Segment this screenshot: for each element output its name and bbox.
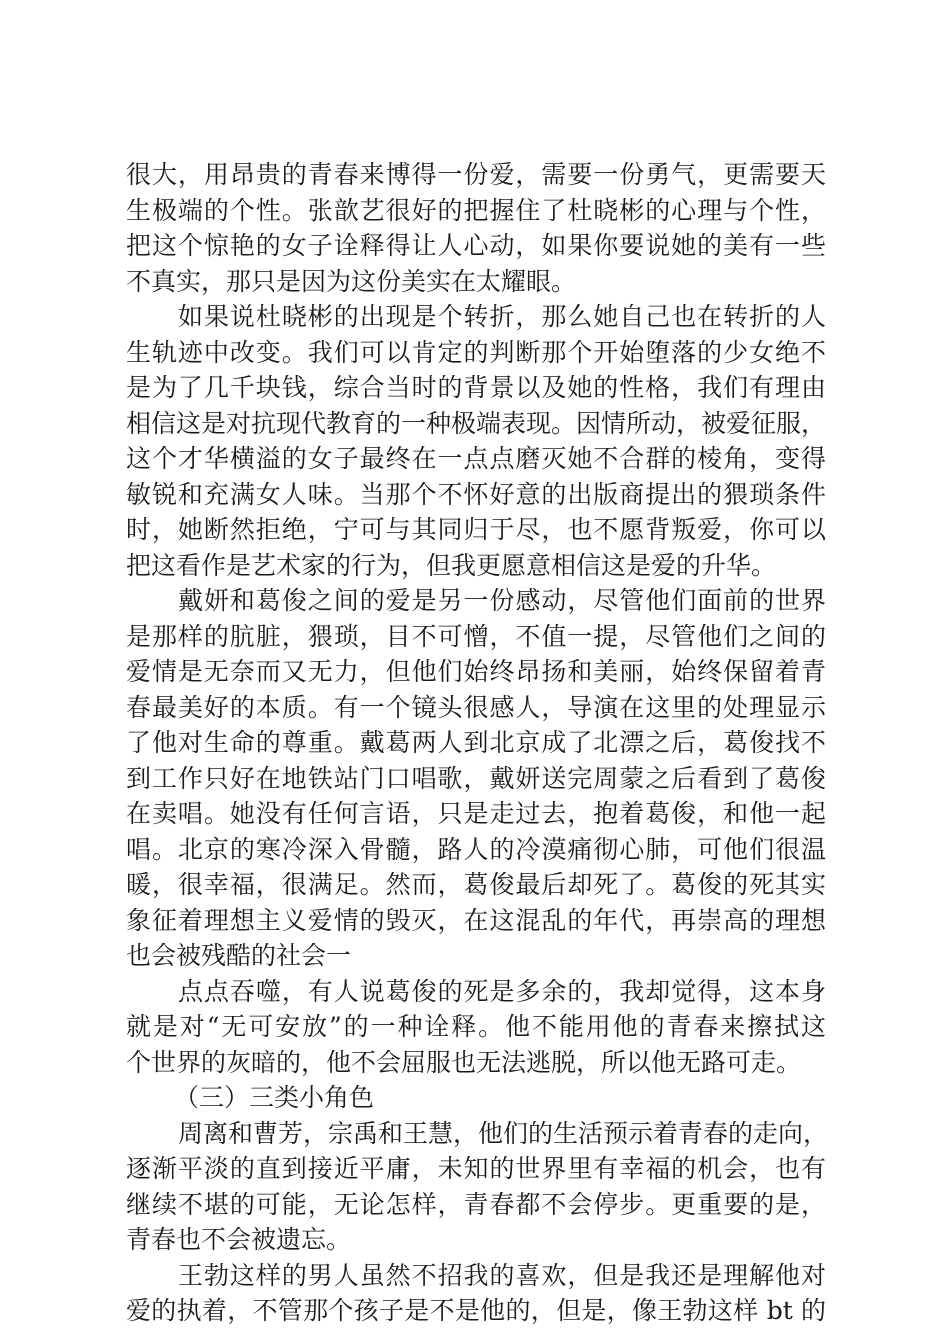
text-line: 很大，用昂贵的青春来博得一份爱，需要一份勇气，更需要天 (126, 160, 826, 189)
text-line: 这个才华横溢的女子最终在一点点磨灭她不合群的棱角，变得 (126, 444, 826, 473)
text-line: 把这个惊艳的女子诠释得让人心动，如果你要说她的美有一些 (126, 231, 826, 260)
body-text (126, 157, 829, 1329)
text-line: 继续不堪的可能，无论怎样，青春都不会停步。更重要的是， (126, 1189, 826, 1219)
text-line: 在卖唱。她没有任何言语，只是走过去，抱着葛俊，和他一起 (126, 799, 826, 828)
text-line: 爱情是无奈而又无力，但他们始终昂扬和美丽，始终保留着青 (126, 657, 826, 686)
text-line: 如果说杜晓彬的出现是个转折，那么她自己也在转折的人 (178, 302, 826, 331)
text-line: 生极端的个性。张歆艺很好的把握住了杜晓彬的心理与个性， (126, 195, 826, 225)
text-line: 也会被残酷的社会一 (126, 941, 352, 970)
text-line: 暖，很幸福，很满足。然而，葛俊最后却死了。葛俊的死其实 (126, 870, 826, 899)
text-line: 爱的执着，不管那个孩子是不是他的，但是，像王勃这样 bt 的 (126, 1296, 826, 1325)
text-line: 青春也不会被遗忘。 (126, 1225, 352, 1254)
text-line: 时，她断然拒绝，宁可与其同归于尽，也不愿背叛爱，你可以 (126, 515, 826, 544)
text-line: 把这看作是艺术家的行为，但我更愿意相信这是爱的升华。 (126, 550, 777, 580)
text-line: 点点吞噬，有人说葛俊的死是多余的，我却觉得，这本身 (178, 976, 826, 1006)
text-line: 生轨迹中改变。我们可以肯定的判断那个开始堕落的少女绝不 (126, 337, 826, 367)
text-line: 唱。北京的寒冷深入骨髓，路人的冷漠痛彻心肺，可他们很温 (126, 834, 826, 864)
text-line: 到工作只好在地铁站门口唱歌，戴妍送完周蒙之后看到了葛俊 (126, 763, 826, 793)
section-heading: （三）三类小角色 (174, 1083, 375, 1112)
text-line: 个世界的灰暗的，他不会屈服也无法逃脱，所以他无路可走。 (126, 1047, 802, 1077)
text-line: 逐渐平淡的直到接近平庸，未知的世界里有幸福的机会，也有 (126, 1154, 826, 1183)
text-line: 是为了几千块钱，综合当时的背景以及她的性格，我们有理由 (126, 373, 826, 402)
text-line: 周离和曹芳，宗禹和王慧，他们的生活预示着青春的走向， (178, 1118, 829, 1148)
text-line: 相信这是对抗现代教育的一种极端表现。因情所动，被爱征服， (126, 408, 827, 438)
text-line: 戴妍和葛俊之间的爱是另一份感动，尽管他们面前的世界 (178, 586, 826, 615)
text-line: 不真实，那只是因为这份美实在太耀眼。 (126, 266, 577, 296)
text-line: 春最美好的本质。有一个镜头很感人，导演在这里的处理显示 (126, 692, 826, 722)
text-line: 了他对生命的尊重。戴葛两人到北京成了北漂之后，葛俊找不 (126, 728, 826, 757)
text-line: 是那样的肮脏，猥琐，目不可憎，不值一提，尽管他们之间的 (126, 621, 826, 651)
text-line: 敏锐和充满女人味。当那个不怀好意的出版商提出的猥琐条件 (126, 479, 826, 509)
text-line: 象征着理想主义爱情的毁灭，在这混乱的年代，再崇高的理想 (126, 905, 826, 935)
text-line: 王勃这样的男人虽然不招我的喜欢，但是我还是理解他对 (178, 1260, 826, 1290)
text-line: 就是对“无可安放”的一种诠释。他不能用他的青春来擦拭这 (126, 1012, 826, 1041)
